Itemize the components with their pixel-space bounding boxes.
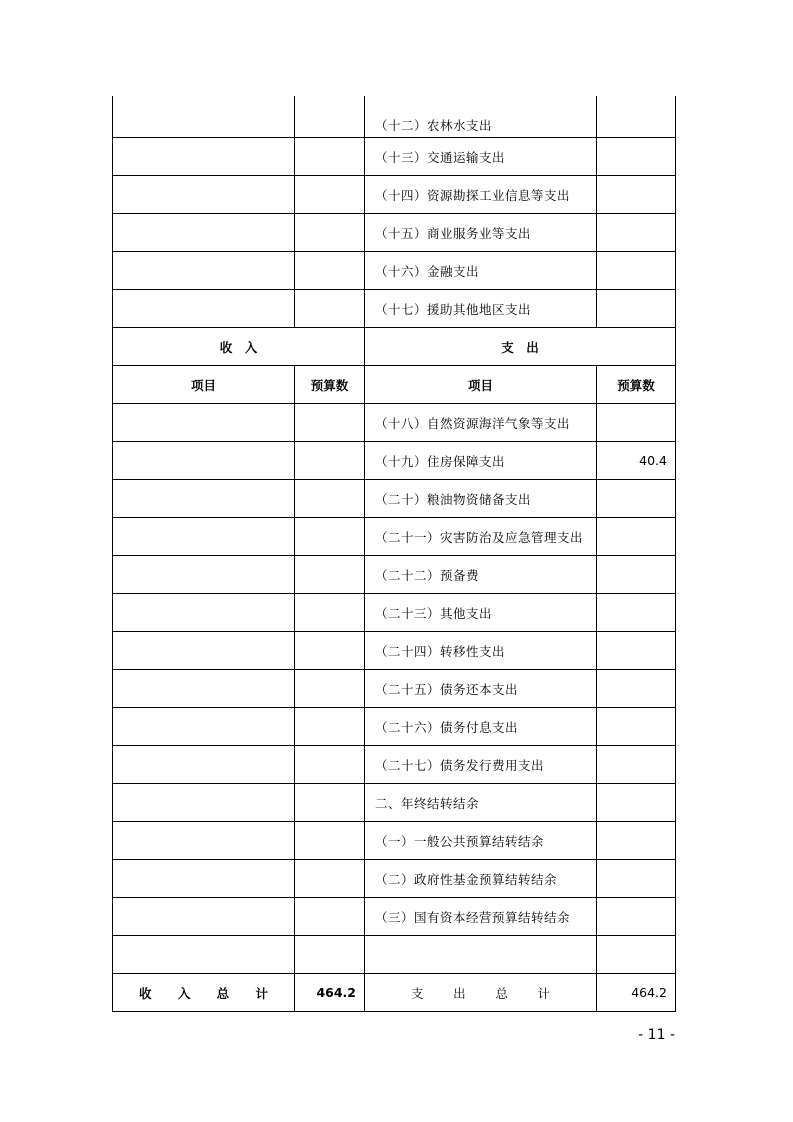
income-item-cell bbox=[113, 784, 295, 822]
expense-amount-cell bbox=[597, 214, 676, 252]
expense-amount-cell bbox=[597, 556, 676, 594]
income-section-header: 收 入 bbox=[113, 328, 365, 366]
expense-amount-cell bbox=[597, 290, 676, 328]
table-row bbox=[113, 214, 676, 252]
expense-item-cell: （二十）粮油物资储备支出 bbox=[365, 480, 597, 518]
income-item-cell bbox=[113, 290, 295, 328]
income-amount-cell bbox=[295, 176, 365, 214]
expense-amount-cell bbox=[597, 518, 676, 556]
income-amount-cell bbox=[295, 670, 365, 708]
table-row bbox=[113, 594, 676, 632]
table-row bbox=[113, 936, 676, 974]
expense-total-char: 支 bbox=[411, 985, 424, 1001]
income-amount-cell bbox=[295, 632, 365, 670]
income-amount-cell bbox=[295, 96, 365, 138]
expense-item-cell: （二十二）预备费 bbox=[365, 556, 597, 594]
table-row bbox=[113, 176, 676, 214]
income-item-cell bbox=[113, 936, 295, 974]
table-row bbox=[113, 670, 676, 708]
income-item-header: 项目 bbox=[113, 366, 295, 404]
expense-total-char: 计 bbox=[537, 985, 550, 1001]
income-amount-cell bbox=[295, 252, 365, 290]
expense-item-cell: （二十一）灾害防治及应急管理支出 bbox=[365, 518, 597, 556]
income-total-char: 计 bbox=[255, 985, 268, 1001]
income-total-char: 入 bbox=[177, 985, 191, 1001]
expense-amount-cell bbox=[597, 746, 676, 784]
expense-item-cell: （二十七）债务发行费用支出 bbox=[365, 746, 597, 784]
budget-table bbox=[112, 96, 676, 1012]
expense-amount-cell bbox=[597, 860, 676, 898]
table-row bbox=[113, 518, 676, 556]
page-number: - 11 - bbox=[638, 1027, 675, 1043]
income-item-cell bbox=[113, 480, 295, 518]
table-row bbox=[113, 480, 676, 518]
table-row bbox=[113, 556, 676, 594]
expense-amount-cell bbox=[597, 138, 676, 176]
income-total-char: 总 bbox=[216, 985, 230, 1001]
column-header-row bbox=[113, 366, 676, 404]
income-amount-cell bbox=[295, 518, 365, 556]
expense-total-char: 总 bbox=[495, 985, 508, 1001]
income-item-cell bbox=[113, 708, 295, 746]
income-item-cell bbox=[113, 252, 295, 290]
income-item-cell bbox=[113, 442, 295, 480]
income-amount-cell bbox=[295, 822, 365, 860]
table-row bbox=[113, 822, 676, 860]
expense-item-cell: （十二）农林水支出 bbox=[365, 96, 597, 138]
income-item-cell bbox=[113, 404, 295, 442]
income-total-value: 464.2 bbox=[295, 974, 365, 1012]
income-amount-cell bbox=[295, 708, 365, 746]
expense-item-cell: （十八）自然资源海洋气象等支出 bbox=[365, 404, 597, 442]
table-row bbox=[113, 708, 676, 746]
expense-amount-cell bbox=[597, 96, 676, 138]
expense-item-cell: （三）国有资本经营预算结转结余 bbox=[365, 898, 597, 936]
expense-item-cell: （一）一般公共预算结转结余 bbox=[365, 822, 597, 860]
expense-total-value: 464.2 bbox=[597, 974, 676, 1012]
section-header-row bbox=[113, 328, 676, 366]
income-amount-cell bbox=[295, 556, 365, 594]
income-item-cell bbox=[113, 176, 295, 214]
expense-item-cell: （十六）金融支出 bbox=[365, 252, 597, 290]
expense-total-label bbox=[365, 974, 597, 1012]
expense-amount-cell bbox=[597, 404, 676, 442]
income-amount-cell bbox=[295, 898, 365, 936]
income-amount-cell bbox=[295, 290, 365, 328]
income-amount-cell bbox=[295, 442, 365, 480]
table-row bbox=[113, 442, 676, 480]
expense-item-cell: （十四）资源勘探工业信息等支出 bbox=[365, 176, 597, 214]
expense-amount-cell: 40.4 bbox=[597, 442, 676, 480]
expense-item-cell: （十五）商业服务业等支出 bbox=[365, 214, 597, 252]
income-amount-cell bbox=[295, 214, 365, 252]
expense-amount-cell bbox=[597, 936, 676, 974]
expense-amount-cell bbox=[597, 480, 676, 518]
income-total-label bbox=[113, 974, 295, 1012]
income-item-cell bbox=[113, 822, 295, 860]
table-row bbox=[113, 632, 676, 670]
expense-item-cell: （十三）交通运输支出 bbox=[365, 138, 597, 176]
income-item-cell bbox=[113, 632, 295, 670]
income-item-cell bbox=[113, 746, 295, 784]
table-row bbox=[113, 290, 676, 328]
budget-table-body bbox=[113, 96, 676, 1012]
expense-item-cell bbox=[365, 936, 597, 974]
expense-item-cell: （二）政府性基金预算结转结余 bbox=[365, 860, 597, 898]
income-item-cell bbox=[113, 96, 295, 138]
income-amount-cell bbox=[295, 860, 365, 898]
expense-amount-cell bbox=[597, 822, 676, 860]
expense-amount-cell bbox=[597, 252, 676, 290]
expense-item-cell: （十七）援助其他地区支出 bbox=[365, 290, 597, 328]
expense-item-cell: （十九）住房保障支出 bbox=[365, 442, 597, 480]
table-row bbox=[113, 898, 676, 936]
income-item-cell bbox=[113, 594, 295, 632]
income-item-cell bbox=[113, 138, 295, 176]
expense-amount-cell bbox=[597, 708, 676, 746]
income-total-char: 收 bbox=[139, 985, 152, 1001]
income-item-cell bbox=[113, 898, 295, 936]
expense-amount-cell bbox=[597, 784, 676, 822]
expense-amount-cell bbox=[597, 670, 676, 708]
expense-item-cell: （二十六）债务付息支出 bbox=[365, 708, 597, 746]
expense-item-header: 项目 bbox=[365, 366, 597, 404]
income-amount-cell bbox=[295, 746, 365, 784]
expense-amount-cell bbox=[597, 176, 676, 214]
income-amount-cell bbox=[295, 480, 365, 518]
table-row bbox=[113, 784, 676, 822]
income-amount-cell bbox=[295, 784, 365, 822]
income-amount-cell bbox=[295, 594, 365, 632]
table-row bbox=[113, 252, 676, 290]
expense-budget-header: 预算数 bbox=[597, 366, 676, 404]
expense-item-cell: （二十五）债务还本支出 bbox=[365, 670, 597, 708]
income-item-cell bbox=[113, 860, 295, 898]
expense-item-cell: （二十三）其他支出 bbox=[365, 594, 597, 632]
income-item-cell bbox=[113, 518, 295, 556]
totals-row bbox=[113, 974, 676, 1012]
income-amount-cell bbox=[295, 404, 365, 442]
income-amount-cell bbox=[295, 936, 365, 974]
income-item-cell bbox=[113, 556, 295, 594]
table-row bbox=[113, 860, 676, 898]
table-row bbox=[113, 746, 676, 784]
expense-total-char: 出 bbox=[453, 985, 466, 1001]
expense-item-cell: （二十四）转移性支出 bbox=[365, 632, 597, 670]
expense-section-header: 支 出 bbox=[365, 328, 676, 366]
income-item-cell bbox=[113, 214, 295, 252]
table-row bbox=[113, 138, 676, 176]
expense-amount-cell bbox=[597, 898, 676, 936]
expense-item-cell: 二、年终结转结余 bbox=[365, 784, 597, 822]
income-item-cell bbox=[113, 670, 295, 708]
table-row bbox=[113, 404, 676, 442]
income-budget-header: 预算数 bbox=[295, 366, 365, 404]
expense-amount-cell bbox=[597, 632, 676, 670]
income-amount-cell bbox=[295, 138, 365, 176]
table-row bbox=[113, 96, 676, 138]
expense-amount-cell bbox=[597, 594, 676, 632]
